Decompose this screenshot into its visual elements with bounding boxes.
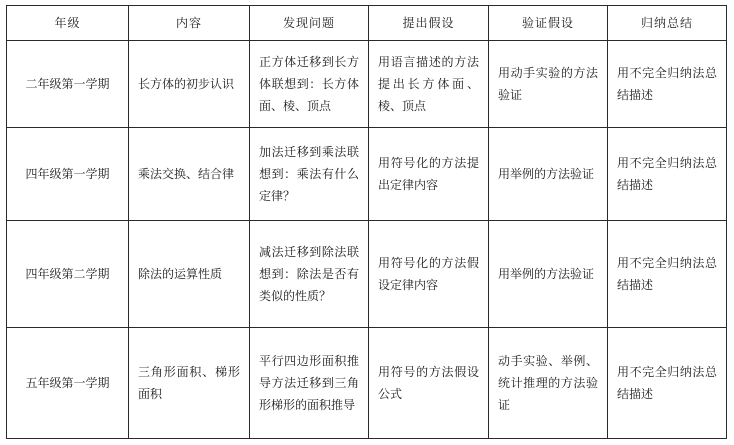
cell-grade: 四年级第一学期 bbox=[7, 128, 129, 221]
header-verify-hypothesis: 验证假设 bbox=[489, 6, 608, 41]
table-row bbox=[7, 221, 727, 328]
cell-propose-hypothesis: 用符号的方法假设公式 bbox=[369, 328, 489, 439]
cell-discover-problem: 加法迁移到乘法联想到：乘法有什么定律？ bbox=[250, 128, 369, 221]
cell-content: 除法的运算性质 bbox=[129, 221, 250, 328]
cell-discover-problem: 平行四边形面积推导方法迁移到三角形梯形的面积推导 bbox=[250, 328, 369, 439]
cell-summarize: 用不完全归纳法总结描述 bbox=[608, 328, 727, 439]
cell-content: 长方体的初步认识 bbox=[129, 41, 250, 128]
cell-verify-hypothesis: 用举例的方法验证 bbox=[489, 128, 608, 221]
cell-propose-hypothesis: 用符号化的方法提出定律内容 bbox=[369, 128, 489, 221]
cell-grade: 五年级第一学期 bbox=[7, 328, 129, 439]
header-discover-problem: 发现问题 bbox=[250, 6, 369, 41]
table-row bbox=[7, 328, 727, 439]
cell-summarize: 用不完全归纳法总结描述 bbox=[608, 128, 727, 221]
table-container bbox=[6, 5, 726, 439]
cell-content: 乘法交换、结合律 bbox=[129, 128, 250, 221]
cell-grade: 二年级第一学期 bbox=[7, 41, 129, 128]
cell-discover-problem: 减法迁移到除法联想到：除法是否有类似的性质？ bbox=[250, 221, 369, 328]
header-propose-hypothesis: 提出假设 bbox=[369, 6, 489, 41]
table-row bbox=[7, 128, 727, 221]
learning-stages-table bbox=[6, 5, 727, 439]
header-content: 内容 bbox=[129, 6, 250, 41]
header-grade: 年级 bbox=[7, 6, 129, 41]
cell-discover-problem: 正方体迁移到长方体联想到：长方体面、棱、顶点 bbox=[250, 41, 369, 128]
cell-content: 三角形面积、梯形面积 bbox=[129, 328, 250, 439]
cell-summarize: 用不完全归纳法总结描述 bbox=[608, 41, 727, 128]
cell-grade: 四年级第二学期 bbox=[7, 221, 129, 328]
cell-verify-hypothesis: 动手实验、举例、统计推理的方法验证 bbox=[489, 328, 608, 439]
cell-summarize: 用不完全归纳法总结描述 bbox=[608, 221, 727, 328]
table-row bbox=[7, 41, 727, 128]
header-summarize: 归纳总结 bbox=[608, 6, 727, 41]
header-row bbox=[7, 6, 727, 41]
cell-verify-hypothesis: 用举例的方法验证 bbox=[489, 221, 608, 328]
cell-verify-hypothesis: 用动手实验的方法验证 bbox=[489, 41, 608, 128]
cell-propose-hypothesis: 用语言描述的方法提出长方体面、棱、顶点 bbox=[369, 41, 489, 128]
cell-propose-hypothesis: 用符号化的方法假设定律内容 bbox=[369, 221, 489, 328]
